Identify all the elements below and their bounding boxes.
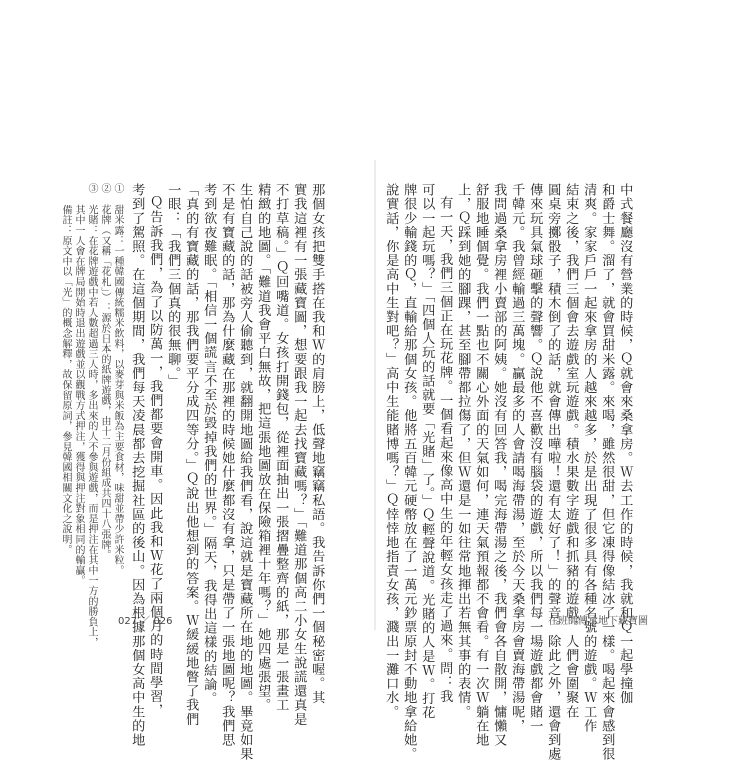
left-page-line-10: 考到了駕照。在這個期間，我們每天凌晨都去挖掘社區的後山。因為根據那個女高中生的地: [129, 183, 145, 747]
left-page-line-0: 那個女孩把雙手搭在我和Ｗ的肩膀上，低聲地竊竊私語。我告訴你們一個秘密喔。其: [309, 183, 325, 705]
footnote-4: 其中一人會在牌局開始時退出遊戲並以觀戰方式押注，獲得與押注對象相同的輸贏。: [73, 183, 84, 586]
right-page-line-12: 可以一起玩嗎？」「四個人玩的話就要「光賭」了。」Ｑ輕聲說道。光賭的人是Ｗ。打花: [419, 183, 435, 720]
page-numbers: 027 ／ 026: [118, 616, 173, 627]
right-page-line-10: 上，Ｑ踩到她的腳踝，甚至腳帶都拉傷了，但Ｗ還是一如往常地揮出若無其事的表情。: [455, 183, 471, 719]
left-page-line-8: 一眼：「我們三個真的很無聊。」: [165, 183, 181, 388]
left-page-line-2: 不打草稿。」Ｑ回嘴道。女孩打開錢包，從裡面抽出一張摺疊整齊的紙，那是一張畫工: [273, 183, 289, 713]
right-page-line-8: 我問過桑拿房裡小賣部的阿姨。她沒有回答我，喝完海帶湯之後，我們會各自散開，慵懶又: [491, 183, 507, 747]
right-page-line-3: 清爽。家家戶戶一起來拿房的人越來越多，於是出現了很多具有各種名號的遊戲。Ｗ工作: [581, 183, 597, 733]
page-gutter: [374, 160, 376, 630]
left-page-line-4: 生怕自己說的話被旁人偷聽到，就翻開地圖給我們看，說這就是寶藏所在地的地圖。畢竟如果: [237, 183, 253, 761]
right-page-line-4: 結束之後，我們三個會去遊戲室玩遊戲。積水果數字遊戲和抓豬的遊戲。人們會圍聚在: [563, 183, 579, 719]
footnote-3: ③ 光賭：在花牌遊戲中若人數超過三人時，多出來的人不參與遊戲，而是押注在其中一方的勝負上，: [86, 183, 97, 648]
right-page-line-9: 舒服地睡個覺。我們一點也不關心外面的天氣如何，連天氣預報都不會看。有一次Ｗ躺在地: [473, 183, 489, 747]
right-page-line-6: 傳來玩具氣球砸擊的聲響。Ｑ說他不喜歡沒有腦袋的遊戲，所以我們每一場遊戲都會賭一: [527, 183, 543, 733]
footnote-1: ① 甜米露：一種韓國傳統糯米飲料，以麥芽與米飯為主要食材，味甜並帶少許米粒。: [112, 183, 123, 576]
right-page-line-2: 和爵士舞。溜了，就會買甜米露。來喝，雖然很甜，但它凍得像結冰了一樣。喝起來會感到很: [599, 183, 615, 761]
running-title: 在班師傳承地下藏寶圖: [548, 616, 648, 627]
right-page-line-7: 千韓元。我曾經輸過三萬塊。贏最多的人會請喝海帶湯，至於今天桑拿房會賣海帶湯呢，: [509, 183, 525, 733]
right-page-line-11: 有一天，我們三個正在玩花牌。一個看起來像高中生的年輕女孩走了過來。問：我: [437, 196, 453, 704]
left-page-line-9: Ｑ告訴我們，為了以防萬一，我們都要會開車。因此我和Ｗ花了兩個月的時間學習，: [147, 196, 163, 718]
left-page-line-6: 考到欲夜難眠。「相信一個謊言不至於毀掉我們的世界。」隔天，我得出這樣的結論。: [201, 183, 217, 706]
left-page-line-3: 精緻的地圖。「難道我會平白無故，把這張地圖放在保險箱裡十年嗎？」她四處張望。: [255, 183, 271, 713]
left-page-line-1: 實我這裡有一張藏寶圖，想要跟我一起去找寶藏嗎？」「難道那個高二小女生說謊還真是: [291, 183, 307, 727]
left-page-line-5: 不是有寶藏的話，那為什麼藏在那裡的時候她什麼都沒有拿，只是帶了一張地圖呢？我們思: [219, 183, 235, 747]
footnote-2: ② 花牌（又稱「花札」）：源於日本的紙牌遊戲，由十二月份組成共四十八張牌。: [99, 183, 110, 561]
right-page-line-5: 圓桌旁擲骰子，積木倒了的話，就會傳出嘩啦！還有太好了！」的聲音。除此之外，還會到處: [545, 183, 561, 761]
right-page-line-13: 牌很少輸錢的Ｑ，直輸給那個女孩。他將五百韓元硬幣放在了一萬元鈔票原封不動地拿給她。: [401, 183, 417, 761]
left-page-line-7: 「真的有寶藏的話，那我們要平分成四等分。」Ｑ說出他想到的答案。Ｗ緩緩地瞥了我們: [183, 183, 199, 727]
right-page-line-1: 中式餐廳沒有營業的時候，Ｑ就會來桑拿房。Ｗ去工作的時候，我就和Ｑ一起學撞伽: [617, 183, 633, 705]
footnote-5: 備註：原文中以「光」的概念解釋，故保留原詞，參見韓國相關文化之說明。: [60, 183, 71, 555]
right-page-line-14: 說實話，你是高中生對吧？」高中生能賭博嗎？」Ｑ悻悻地指責女孩，濺出一灘口水。: [383, 183, 399, 719]
